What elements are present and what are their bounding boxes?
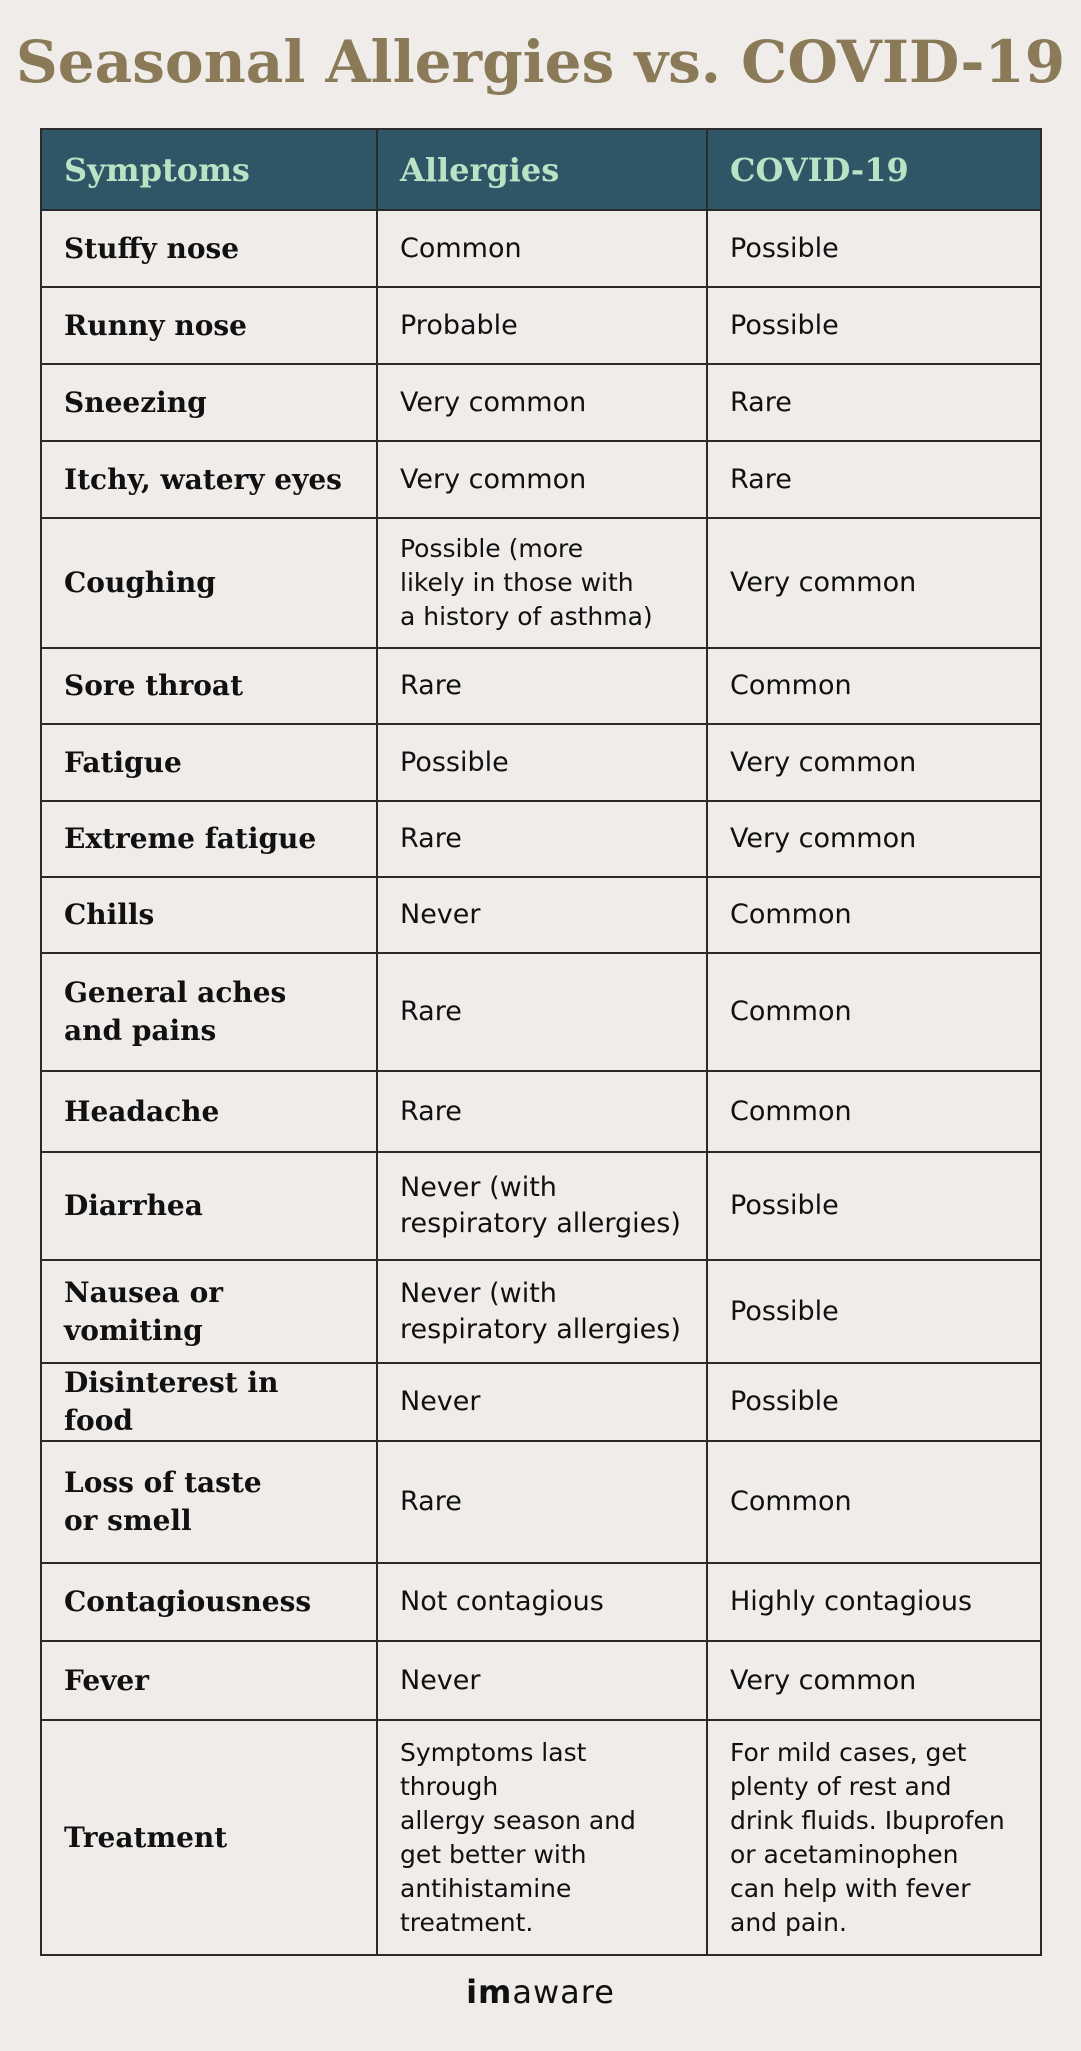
symptom-cell: Loss of taste or smell: [41, 1441, 377, 1563]
table-row: [41, 287, 1041, 364]
table-header-row: [41, 129, 1041, 210]
allergies-cell: Never: [377, 877, 707, 953]
allergies-cell: Never (with respiratory allergies): [377, 1152, 707, 1260]
table-row: [41, 364, 1041, 441]
covid-cell: Common: [707, 1071, 1041, 1152]
symptom-cell: Contagiousness: [41, 1563, 377, 1641]
page-title: Seasonal Allergies vs. COVID-19: [15, 28, 1066, 96]
table-row: [41, 1641, 1041, 1720]
allergies-cell: Rare: [377, 1071, 707, 1152]
allergies-cell: Rare: [377, 801, 707, 877]
allergies-cell: Very common: [377, 364, 707, 441]
symptom-cell: Headache: [41, 1071, 377, 1152]
comparison-table: [40, 128, 1042, 1956]
brand-logo-part1: im: [466, 1973, 513, 2011]
covid-cell: For mild cases, get plenty of rest and drink fluids. Ibuprofen or acetaminophen can help with fever and pain.: [707, 1720, 1041, 1955]
covid-cell: Highly contagious: [707, 1563, 1041, 1641]
allergies-cell: Rare: [377, 1441, 707, 1563]
symptom-cell: Diarrhea: [41, 1152, 377, 1260]
covid-cell: Possible: [707, 287, 1041, 364]
allergies-cell: Never: [377, 1363, 707, 1441]
covid-cell: Common: [707, 877, 1041, 953]
header-allergies: Allergies: [377, 129, 707, 210]
symptom-cell: Fever: [41, 1641, 377, 1720]
brand-logo: [0, 1973, 1081, 2011]
header-covid: COVID-19: [707, 129, 1041, 210]
table-row: [41, 724, 1041, 801]
symptom-cell: Fatigue: [41, 724, 377, 801]
header-symptoms: Symptoms: [41, 129, 377, 210]
symptom-cell: Runny nose: [41, 287, 377, 364]
table-row: [41, 877, 1041, 953]
allergies-cell: Probable: [377, 287, 707, 364]
symptom-cell: Treatment: [41, 1720, 377, 1955]
covid-cell: Possible: [707, 1260, 1041, 1363]
allergies-cell: Never (with respiratory allergies): [377, 1260, 707, 1363]
covid-cell: Common: [707, 953, 1041, 1071]
table-row: [41, 801, 1041, 877]
symptom-cell: Sore throat: [41, 648, 377, 724]
covid-cell: Possible: [707, 1363, 1041, 1441]
allergies-cell: Rare: [377, 953, 707, 1071]
table-row: [41, 1563, 1041, 1641]
covid-cell: Common: [707, 648, 1041, 724]
table-row: [41, 518, 1041, 648]
covid-cell: Possible: [707, 1152, 1041, 1260]
covid-cell: Very common: [707, 1641, 1041, 1720]
table-row: [41, 1152, 1041, 1260]
allergies-cell: Possible: [377, 724, 707, 801]
covid-cell: Common: [707, 1441, 1041, 1563]
table-body: [41, 210, 1041, 1955]
table-row: [41, 210, 1041, 287]
symptom-cell: Stuffy nose: [41, 210, 377, 287]
symptom-cell: Disinterest in food: [41, 1363, 377, 1441]
allergies-cell: Symptoms last through allergy season and get better with antihistamine treatment.: [377, 1720, 707, 1955]
table-row: [41, 1071, 1041, 1152]
covid-cell: Rare: [707, 441, 1041, 518]
symptom-cell: General aches and pains: [41, 953, 377, 1071]
symptom-cell: Nausea or vomiting: [41, 1260, 377, 1363]
allergies-cell: Never: [377, 1641, 707, 1720]
symptom-cell: Chills: [41, 877, 377, 953]
table-row: [41, 1260, 1041, 1363]
allergies-cell: Common: [377, 210, 707, 287]
table-row: [41, 648, 1041, 724]
symptom-cell: Coughing: [41, 518, 377, 648]
symptom-cell: Itchy, watery eyes: [41, 441, 377, 518]
table-row: [41, 1441, 1041, 1563]
table-row: [41, 953, 1041, 1071]
table-row: [41, 1720, 1041, 1955]
table-row: [41, 1363, 1041, 1441]
brand-logo-part2: aware: [512, 1973, 615, 2011]
covid-cell: Rare: [707, 364, 1041, 441]
symptom-cell: Extreme fatigue: [41, 801, 377, 877]
covid-cell: Very common: [707, 724, 1041, 801]
allergies-cell: Possible (more likely in those with a history of asthma): [377, 518, 707, 648]
covid-cell: Possible: [707, 210, 1041, 287]
allergies-cell: Very common: [377, 441, 707, 518]
covid-cell: Very common: [707, 801, 1041, 877]
allergies-cell: Not contagious: [377, 1563, 707, 1641]
symptom-cell: Sneezing: [41, 364, 377, 441]
allergies-cell: Rare: [377, 648, 707, 724]
table-row: [41, 441, 1041, 518]
covid-cell: Very common: [707, 518, 1041, 648]
